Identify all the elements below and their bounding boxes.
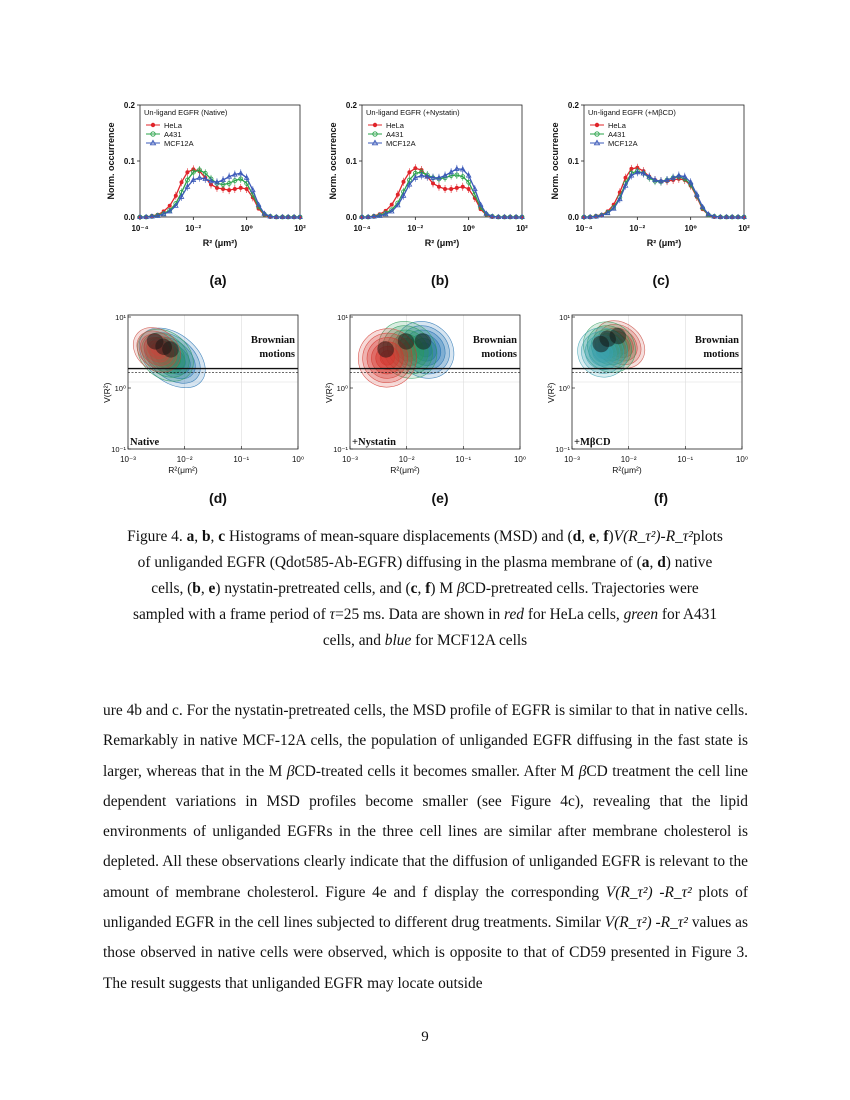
- body-text: plots of unliganded EGFR in the cell lines subjected to different drug treatments. Similar: [103, 883, 748, 932]
- histogram-panel-a: [100, 95, 315, 265]
- y-tick-label: 10⁻¹: [333, 445, 348, 454]
- caption-text: ): [608, 528, 614, 545]
- legend-title: Un-ligand EGFR (+Nystatin): [366, 108, 460, 117]
- data-point: [449, 187, 453, 191]
- caption-prefix: Figure 4.: [127, 528, 183, 545]
- x-tick-label: 10⁻²: [407, 224, 424, 233]
- x-tick-label: 10⁻¹: [233, 455, 250, 464]
- y-axis-label: Norm. occurrence: [550, 122, 560, 200]
- data-point: [180, 180, 184, 184]
- body-math: V(R_τ²) -R_τ²: [604, 914, 688, 932]
- caption-text: cells, and: [322, 632, 385, 649]
- y-tick-label: 0.0: [123, 213, 135, 222]
- caption-text: ,: [210, 528, 219, 545]
- data-point: [402, 180, 406, 184]
- caption-text: sampled with a frame period of: [132, 606, 330, 623]
- contour-panel-d: [100, 305, 315, 485]
- motions-label: motions: [481, 349, 517, 360]
- condition-label: +MβCD: [574, 437, 611, 448]
- x-tick-label: 10⁰: [240, 224, 253, 233]
- caption-text: CD-pretreated cells. Trajectories were: [464, 580, 699, 597]
- panel-label-e: (e): [431, 490, 449, 506]
- motions-label: motions: [259, 349, 295, 360]
- brownian-label: Brownian: [250, 335, 295, 346]
- data-point: [390, 203, 394, 207]
- data-point: [174, 194, 178, 198]
- caption-text: ,: [417, 580, 426, 597]
- page-number: 9: [421, 1029, 429, 1045]
- legend-title: Un-ligand EGFR (Native): [144, 108, 228, 117]
- x-tick-label: 10⁻⁴: [131, 224, 149, 233]
- y-tick-label: 10⁰: [114, 384, 126, 393]
- x-tick-label: 10⁻⁴: [353, 224, 371, 233]
- legend-label: HeLa: [386, 121, 404, 130]
- data-point: [245, 187, 249, 191]
- condition-label: Native: [130, 437, 160, 448]
- caption-color-word: red: [504, 606, 524, 623]
- caption-text: of unliganded EGFR (Qdot585-Ab-EGFR) diffusing in the plasma membrane of (: [137, 554, 642, 571]
- x-axis-label: R²(μm²): [612, 465, 642, 475]
- histogram-panel-c: [544, 95, 759, 265]
- y-tick-label: 10⁰: [558, 384, 570, 393]
- x-tick-label: 10⁻¹: [677, 455, 694, 464]
- caption-text: ,: [595, 528, 604, 545]
- y-tick-label: 10⁻¹: [555, 445, 570, 454]
- data-point: [396, 193, 400, 197]
- legend-label: HeLa: [164, 121, 182, 130]
- body-text: CD treatment the cell line dependent variations in MSD profiles become smaller (see Figure 4c), revealing that the lipid environments of unliganded EGFRs in the three cell lines are similar after membrane cholesterol is depleted. All these observations clearly indicate that the diffusion of unliganded EGFR is relevant to the amount of membrane cholesterol. Figure 4e and f display the corresponding: [103, 762, 748, 901]
- caption-text: ,: [649, 554, 658, 571]
- legend-label: A431: [164, 130, 182, 139]
- caption-text: cells, (: [151, 580, 193, 597]
- data-point: [455, 186, 459, 190]
- data-point: [431, 181, 435, 185]
- panel-label-c: (c): [652, 272, 670, 288]
- contour-panel-e: [322, 305, 537, 485]
- y-axis-label: Norm. occurrence: [106, 122, 116, 200]
- legend-label: HeLa: [608, 121, 626, 130]
- body-text: ure 4b and c. For the nystatin-pretreated cells, the MSD profile of EGFR is similar to that in native cells. Remarkably in native MCF-12A cells, the population of unliganded EGFR diffusing in the fast state is larger, whereas that in the M: [103, 702, 748, 780]
- body-math: β: [578, 762, 587, 780]
- x-tick-label: 10⁻³: [342, 455, 358, 464]
- x-axis-label: R² (μm²): [202, 238, 238, 248]
- x-tick-label: 10⁻²: [185, 224, 202, 233]
- caption-ref: e: [588, 528, 596, 545]
- y-tick-label: 0.2: [345, 101, 357, 110]
- y-axis-label: V(R²): [324, 382, 334, 403]
- body-text: values as those observed in native cells were observed, which is opposite to that of CD59 presented in Figure 3. The result suggests that unliganded EGFR may locate outside: [103, 914, 748, 992]
- caption-text: ) M: [430, 580, 457, 597]
- y-tick-label: 0.0: [567, 213, 579, 222]
- caption-text: for A431: [658, 606, 718, 623]
- brownian-label: Brownian: [694, 335, 739, 346]
- panel-label-b: (b): [431, 272, 449, 288]
- body-math: β: [286, 762, 295, 780]
- body-math: V(R_τ²) -R_τ²: [605, 883, 692, 901]
- caption-math: β: [456, 580, 465, 597]
- x-tick-label: 10²: [738, 224, 750, 233]
- caption-ref: a: [186, 528, 195, 545]
- y-axis-label: Norm. occurrence: [328, 122, 338, 200]
- caption-text: ) native: [665, 554, 713, 571]
- x-axis-label: R²(μm²): [390, 465, 420, 475]
- data-point: [168, 204, 172, 208]
- data-point: [624, 176, 628, 180]
- panel-label-d: (d): [209, 490, 227, 506]
- caption-text: plots: [692, 528, 723, 545]
- caption-ref: c: [218, 528, 226, 545]
- x-tick-label: 10⁰: [513, 455, 527, 464]
- y-tick-label: 10¹: [337, 313, 348, 322]
- caption-ref: b: [201, 528, 211, 545]
- y-tick-label: 0.2: [123, 101, 135, 110]
- legend-label: MCF12A: [386, 139, 416, 148]
- contour-panel-f: [544, 305, 759, 485]
- caption-math: V(R_τ²): [613, 528, 661, 545]
- x-tick-label: 10⁻²: [620, 455, 637, 464]
- x-tick-label: 10⁻²: [176, 455, 193, 464]
- x-tick-label: 10⁻¹: [455, 455, 472, 464]
- caption-math: τ: [329, 606, 336, 623]
- legend-marker: [151, 123, 155, 127]
- caption-text: ,: [194, 528, 202, 545]
- caption-ref: d: [657, 554, 666, 571]
- body-text: CD-treated cells it becomes smaller. After M: [294, 762, 579, 780]
- caption-text: for MCF12A cells: [411, 632, 528, 649]
- y-tick-label: 0.1: [567, 157, 579, 166]
- legend-label: A431: [386, 130, 404, 139]
- data-point: [437, 185, 441, 189]
- y-tick-label: 0.1: [123, 157, 135, 166]
- x-axis-label: R² (μm²): [424, 238, 460, 248]
- legend-label: MCF12A: [608, 139, 638, 148]
- legend-marker: [373, 123, 377, 127]
- caption-text: ,: [581, 528, 589, 545]
- caption-ref: b: [192, 580, 201, 597]
- caption-color-word: green: [623, 606, 659, 623]
- legend-label: A431: [608, 130, 626, 139]
- caption-ref: c: [410, 580, 418, 597]
- body-paragraph: [103, 696, 748, 999]
- caption-text: -: [660, 528, 666, 545]
- data-point: [407, 170, 411, 174]
- y-axis-label: V(R²): [546, 382, 556, 403]
- data-point: [227, 188, 231, 192]
- x-tick-label: 10⁰: [684, 224, 697, 233]
- brownian-label: Brownian: [472, 335, 517, 346]
- y-tick-label: 10¹: [115, 313, 126, 322]
- legend-title: Un-ligand EGFR (+MβCD): [588, 108, 676, 117]
- figure-caption: [100, 524, 750, 654]
- y-axis-label: V(R²): [102, 382, 112, 403]
- panel-label-f: (f): [654, 490, 668, 506]
- legend-label: MCF12A: [164, 139, 194, 148]
- y-tick-label: 0.1: [345, 157, 357, 166]
- caption-color-word: blue: [384, 632, 412, 649]
- x-tick-label: 10⁻²: [398, 455, 415, 464]
- data-point: [443, 187, 447, 191]
- contour-group: [568, 311, 742, 449]
- caption-ref: d: [572, 528, 582, 545]
- y-tick-label: 10⁰: [336, 384, 348, 393]
- histogram-panel-b: [322, 95, 537, 265]
- y-tick-label: 0.0: [345, 213, 357, 222]
- x-tick-label: 10⁰: [735, 455, 749, 464]
- caption-ref: e: [208, 580, 216, 597]
- x-tick-label: 10⁻³: [564, 455, 580, 464]
- x-axis-label: R²(μm²): [168, 465, 198, 475]
- caption-ref: a: [641, 554, 650, 571]
- caption-math: R_τ²: [665, 528, 693, 545]
- motions-label: motions: [703, 349, 739, 360]
- panel-label-a: (a): [209, 272, 227, 288]
- data-point: [461, 185, 465, 189]
- caption-ref: f: [603, 528, 609, 545]
- x-tick-label: 10²: [294, 224, 306, 233]
- data-point: [467, 187, 471, 191]
- caption-text: Histograms of mean-square displacements (MSD) and (: [225, 528, 573, 545]
- data-point: [185, 170, 189, 174]
- x-tick-label: 10⁰: [462, 224, 475, 233]
- caption-text: ,: [200, 580, 209, 597]
- caption-ref: f: [425, 580, 431, 597]
- x-axis-label: R² (μm²): [646, 238, 682, 248]
- caption-text: ) nystatin-pretreated cells, and (: [215, 580, 411, 597]
- x-tick-label: 10⁰: [291, 455, 305, 464]
- condition-label: +Nystatin: [352, 437, 396, 448]
- x-tick-label: 10²: [516, 224, 528, 233]
- caption-text: for HeLa cells,: [523, 606, 624, 623]
- contour-group: [346, 310, 520, 449]
- x-tick-label: 10⁻²: [629, 224, 646, 233]
- x-tick-label: 10⁻³: [120, 455, 136, 464]
- y-tick-label: 10⁻¹: [111, 445, 126, 454]
- x-tick-label: 10⁻⁴: [575, 224, 593, 233]
- legend-marker: [595, 123, 599, 127]
- y-tick-label: 0.2: [567, 101, 579, 110]
- caption-text: =25 ms. Data are shown in: [335, 606, 505, 623]
- y-tick-label: 10¹: [559, 313, 570, 322]
- data-point: [233, 187, 237, 191]
- data-point: [239, 186, 243, 190]
